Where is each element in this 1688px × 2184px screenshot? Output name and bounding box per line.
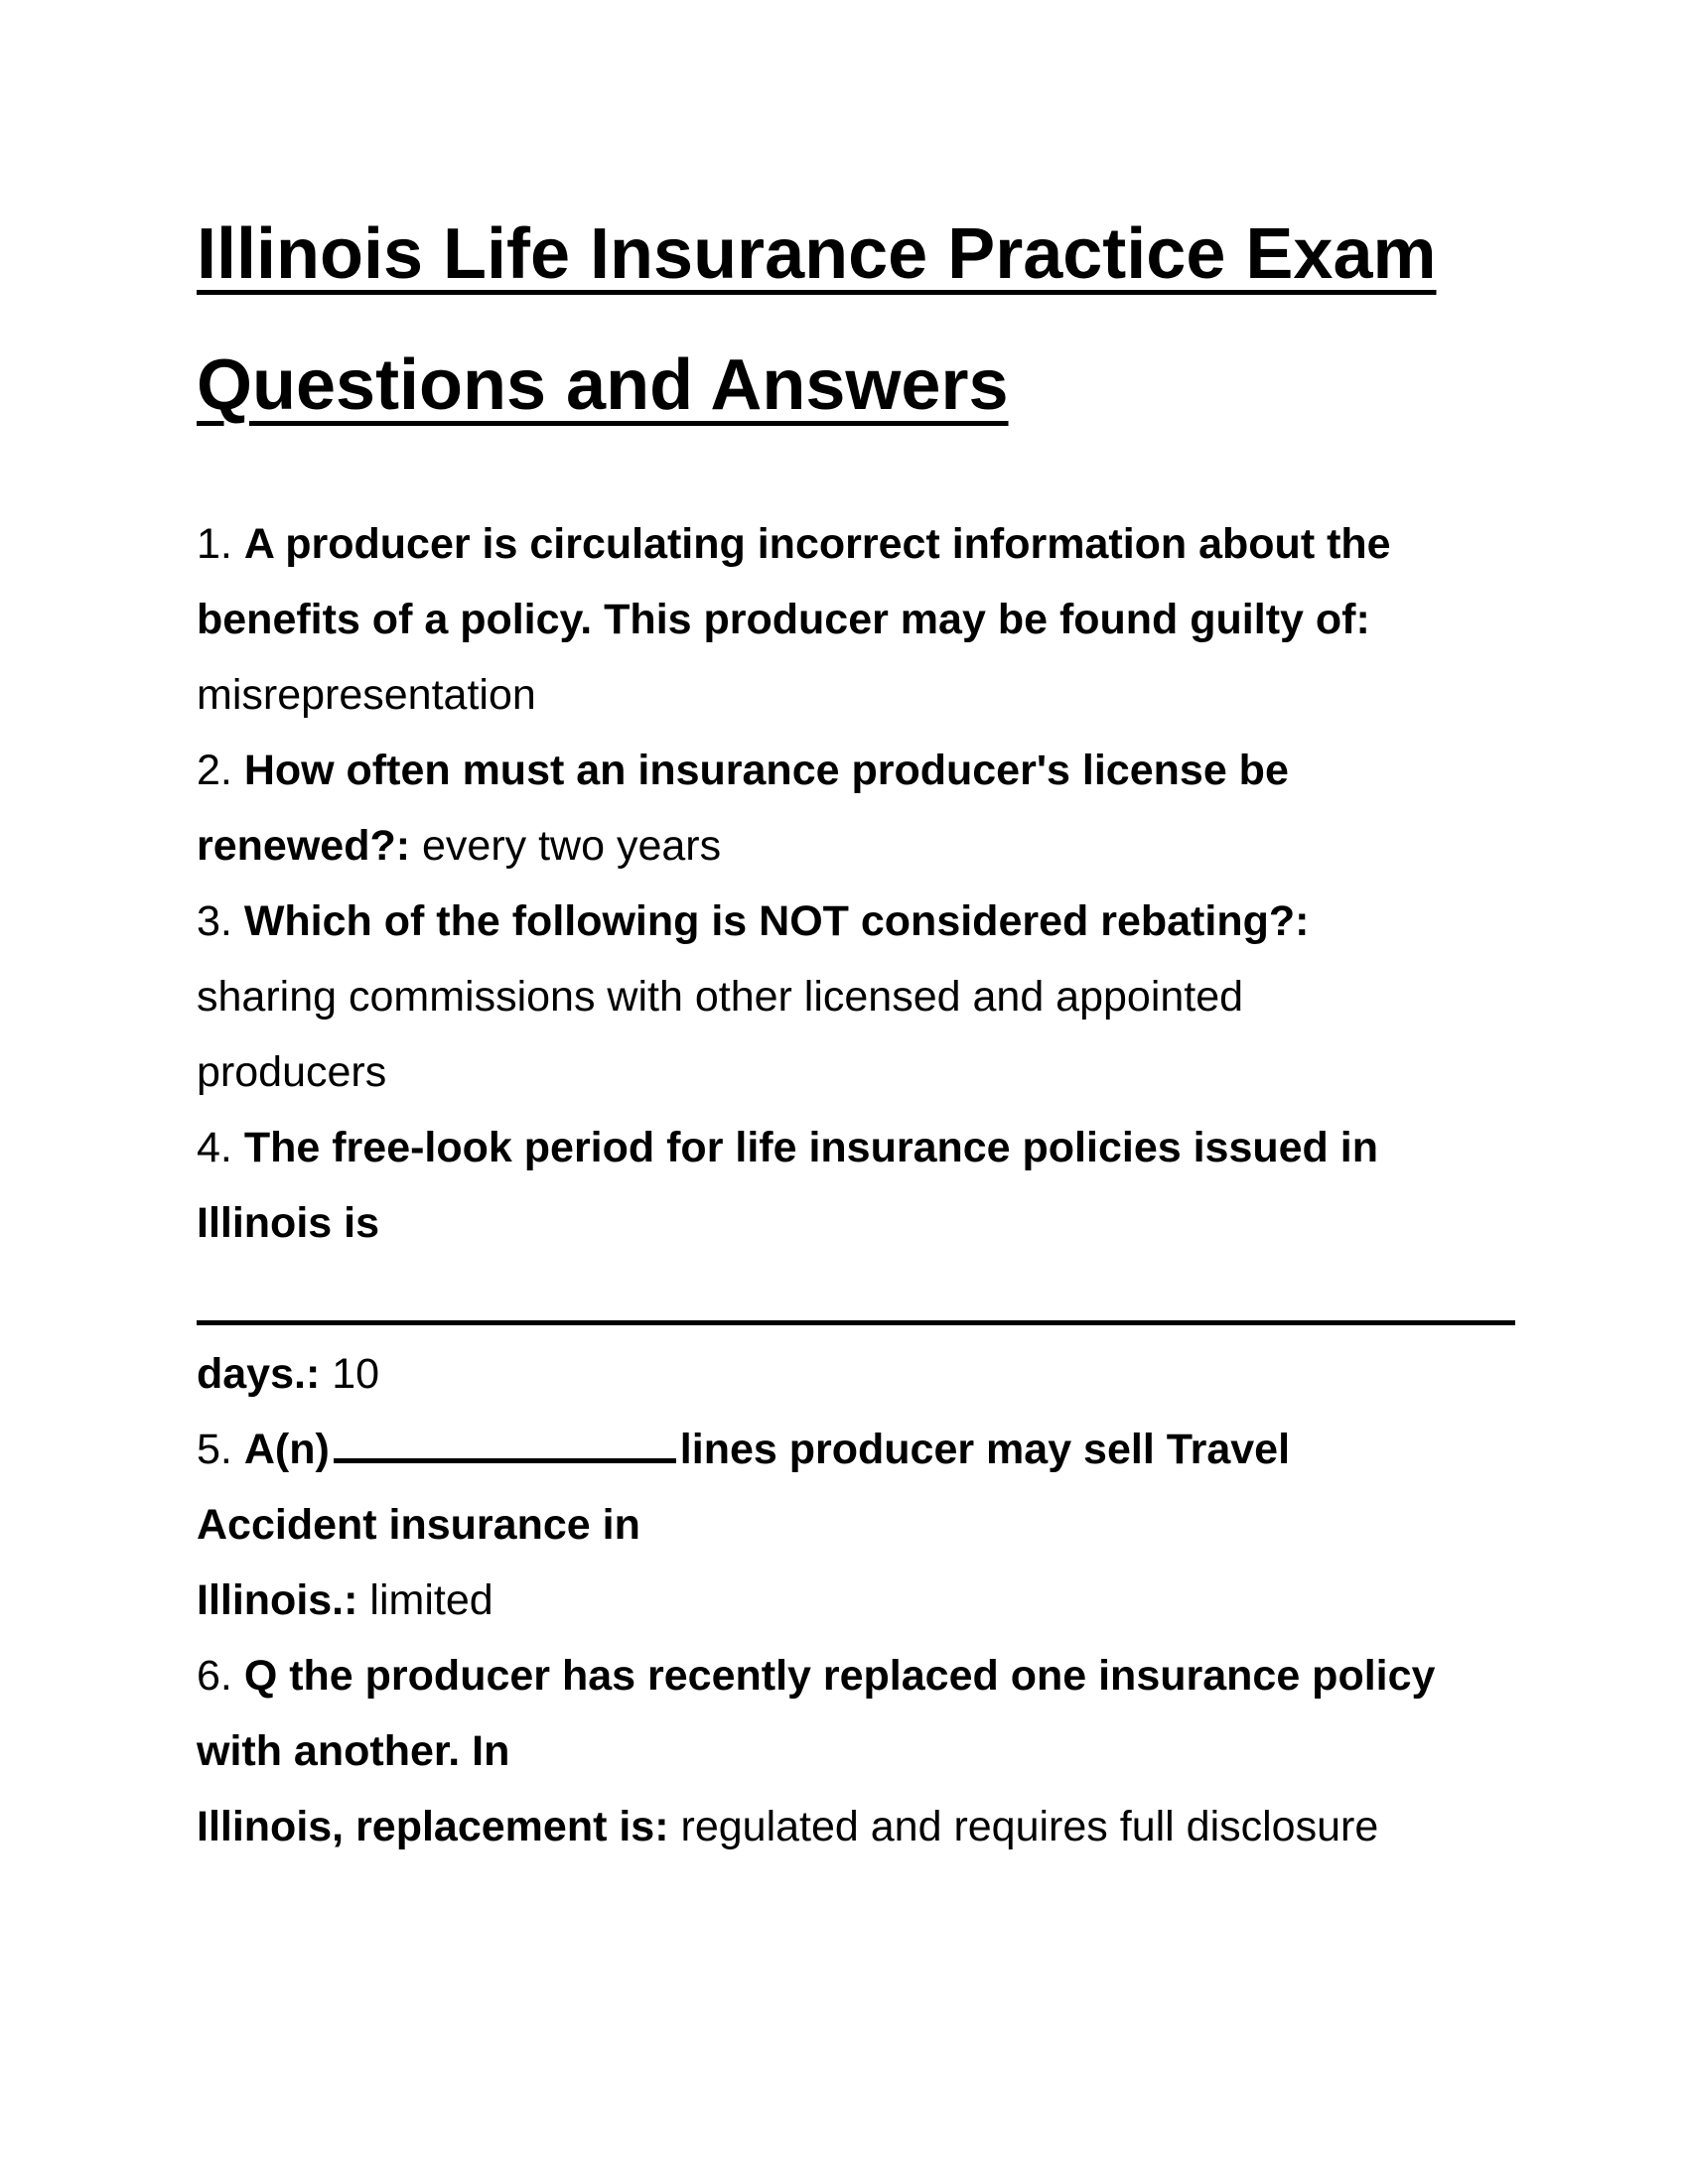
fill-in-blank-line [197, 1261, 1507, 1336]
question-number: 4. [197, 1124, 232, 1171]
question-6-line-2: with another. In [197, 1727, 510, 1775]
page-title [197, 189, 1437, 451]
question-5-line-3 [197, 1563, 1507, 1638]
question-text: A producer is circulating incorrect information about the [243, 520, 1391, 568]
answer-4: 10 [332, 1350, 380, 1398]
answer-6: regulated and requires full disclosure [680, 1803, 1379, 1850]
question-text: Illinois, replacement is: [197, 1803, 669, 1850]
question-1-line-1 [197, 506, 1507, 582]
question-text: Illinois.: [197, 1576, 358, 1624]
answer-3-line-2: producers [197, 1048, 387, 1096]
question-text: How often must an insurance producer's license be [243, 747, 1289, 794]
question-text: days.: [197, 1350, 321, 1398]
question-4-line-3 [197, 1336, 1507, 1412]
fill-in-blank [334, 1419, 676, 1463]
question-text: The free-look period for life insurance policies issued in [243, 1124, 1378, 1171]
question-text: lines producer may sell Travel [679, 1426, 1291, 1473]
question-list [197, 506, 1507, 1864]
question-5-line-2: Accident insurance in [197, 1501, 640, 1549]
question-4-line-2: Illinois is [197, 1199, 379, 1247]
question-text: renewed?: [197, 822, 411, 870]
question-text: A(n) [243, 1426, 330, 1473]
title-line-2: Questions and Answers [197, 345, 1009, 425]
question-6-line-1 [197, 1638, 1507, 1713]
question-5-line-1 [197, 1412, 1507, 1487]
question-number: 2. [197, 747, 232, 794]
question-6-line-3 [197, 1789, 1507, 1864]
question-number: 1. [197, 520, 232, 568]
answer-5: limited [369, 1576, 493, 1624]
question-4-line-1 [197, 1110, 1507, 1185]
question-2-line-2 [197, 808, 1507, 884]
question-number: 5. [197, 1426, 232, 1473]
question-2-line-1 [197, 733, 1507, 808]
question-text: Which of the following is NOT considered rebating?: [243, 897, 1310, 945]
question-text: Q the producer has recently replaced one insurance policy [243, 1652, 1436, 1700]
question-1-line-2: benefits of a policy. This producer may be found guilty of: [197, 596, 1370, 643]
title-line-1: Illinois Life Insurance Practice Exam [197, 214, 1437, 294]
question-number: 3. [197, 897, 232, 945]
blank-rule [197, 1320, 1515, 1325]
answer-2: every two years [422, 822, 722, 870]
question-3-line-1 [197, 884, 1507, 959]
answer-1: misrepresentation [197, 671, 536, 719]
answer-3-line-1: sharing commissions with other licensed and appointed [197, 973, 1244, 1021]
question-number: 6. [197, 1652, 232, 1700]
